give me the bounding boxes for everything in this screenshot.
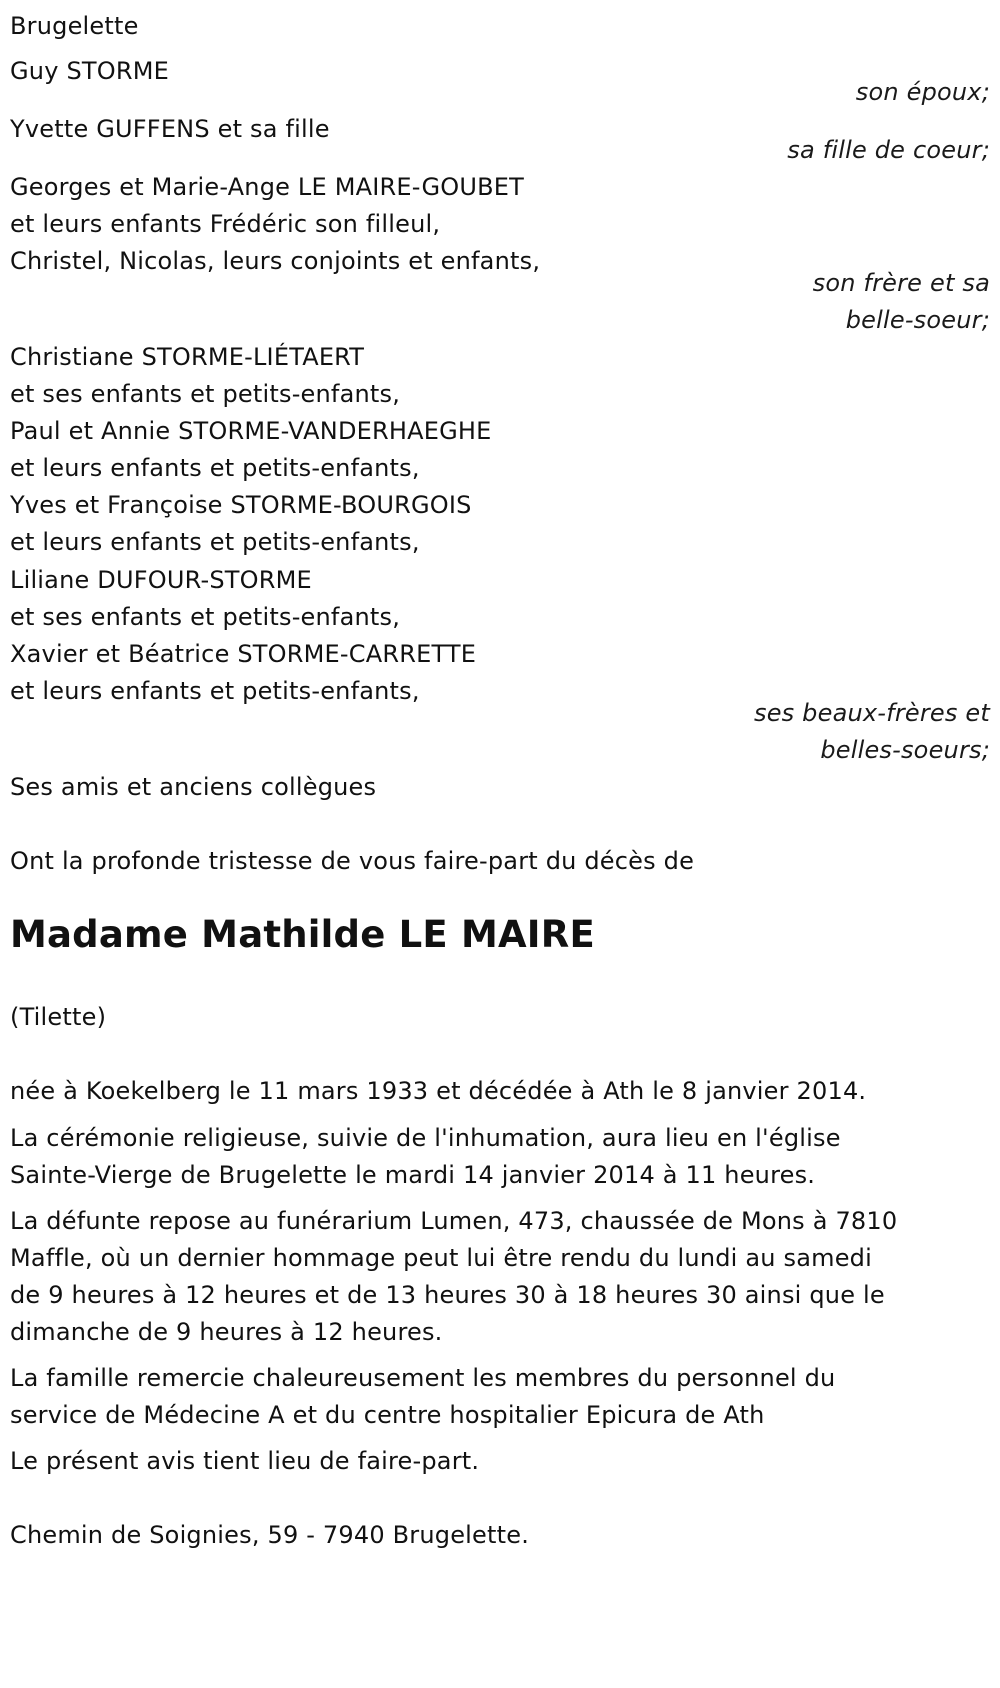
relation-spouse: son époux; [855,78,990,106]
relation-daughter: sa fille de coeur; [787,136,990,164]
family-member-inlaws-line: et leurs enfants et petits-enfants, [10,528,420,556]
relation-inlaws-line: ses beaux-frères et [753,699,990,727]
family-member-inlaws-line: et leurs enfants et petits-enfants, [10,677,420,705]
ceremony-paragraph-line: La cérémonie religieuse, suivie de l'inhumation, aura lieu en l'église [10,1124,841,1152]
family-member-brother-line: Georges et Marie-Ange LE MAIRE-GOUBET [10,173,525,201]
notice-paragraph: Le présent avis tient lieu de faire-part. [10,1447,480,1475]
place-name: Brugelette [10,12,139,40]
family-member-inlaws-line: Liliane DUFOUR-STORME [10,566,312,594]
ceremony-paragraph-line: Sainte-Vierge de Brugelette le mardi 14 janvier 2014 à 11 heures. [10,1161,816,1189]
funerarium-paragraph-line: La défunte repose au funérarium Lumen, 473, chaussée de Mons à 7810 [10,1207,898,1235]
family-member-inlaws-line: Xavier et Béatrice STORME-CARRETTE [10,640,477,668]
family-member-brother-line: Christel, Nicolas, leurs conjoints et enfants, [10,247,541,275]
relation-brother-line: son frère et sa [812,269,990,297]
family-member-inlaws-line: Paul et Annie STORME-VANDERHAEGHE [10,417,492,445]
funerarium-paragraph-line: dimanche de 9 heures à 12 heures. [10,1318,443,1346]
family-member-daughter: Yvette GUFFENS et sa fille [10,115,330,143]
relation-brother-line: belle-soeur; [845,306,990,334]
family-member-spouse: Guy STORME [10,57,169,85]
family-member-inlaws-line: Christiane STORME-LIÉTAERT [10,343,365,371]
funerarium-paragraph-line: de 9 heures à 12 heures et de 13 heures 30 à 18 heures 30 ainsi que le [10,1281,885,1309]
family-member-inlaws-line: et leurs enfants et petits-enfants, [10,454,420,482]
family-member-inlaws-line: et ses enfants et petits-enfants, [10,380,401,408]
announcement-line: Ont la profonde tristesse de vous faire-part du décès de [10,847,695,875]
family-member-inlaws-line: Yves et Françoise STORME-BOURGOIS [10,491,472,519]
birth-death-paragraph: née à Koekelberg le 11 mars 1933 et décédée à Ath le 8 janvier 2014. [10,1077,867,1105]
thanks-paragraph-line: service de Médecine A et du centre hospitalier Epicura de Ath [10,1401,765,1429]
nickname: (Tilette) [10,1003,107,1031]
family-member-brother-line: et leurs enfants Frédéric son filleul, [10,210,441,238]
relation-inlaws-line: belles-soeurs; [820,736,990,764]
thanks-paragraph-line: La famille remercie chaleureusement les membres du personnel du [10,1364,836,1392]
funerarium-paragraph-line: Maffle, où un dernier hommage peut lui être rendu du lundi au samedi [10,1244,872,1272]
friends-line: Ses amis et anciens collègues [10,773,377,801]
address-line: Chemin de Soignies, 59 - 7940 Brugelette. [10,1521,530,1549]
deceased-name: Madame Mathilde LE MAIRE [10,913,595,956]
family-member-inlaws-line: et ses enfants et petits-enfants, [10,603,401,631]
